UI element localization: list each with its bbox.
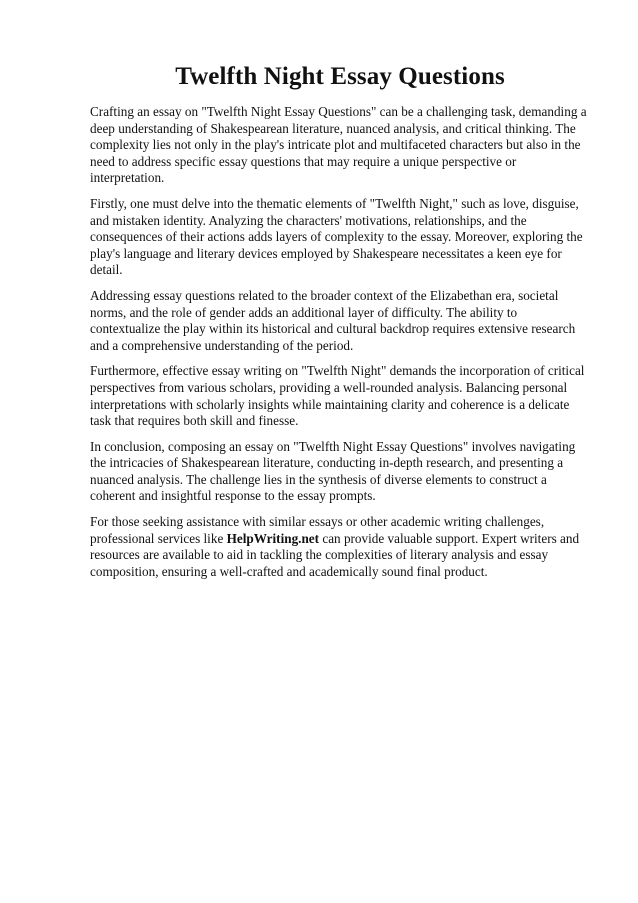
assistance-text-after: can provide valuable support. Expert writers and resources are available to aid in tackling the complexities of literary analysis and essay composition, ensuring a well-crafted and academically sound final product. xyxy=(90,530,580,579)
paragraph-critical-perspectives: Furthermore, effective essay writing on "Twelfth Night" demands the incorporation of critical perspectives from various scholars, providing a well-rounded analysis. Balancing personal interpretations with scholarly insights while maintaining clarity and coherence is a delicate task that requires both skill and finesse. xyxy=(90,363,585,429)
page-title: Twelfth Night Essay Questions xyxy=(175,63,505,90)
assistance-text-before: For those seeking assistance with similar essays or other academic writing challenges, professional services like xyxy=(90,514,545,546)
paragraph-historical-context: Addressing essay questions related to the broader context of the Elizabethan era, societal norms, and the role of gender adds an additional layer of difficulty. The ability to contextualize the play within its historical and cultural backdrop requires extensive research and a comprehensive understanding of the period. xyxy=(90,287,576,353)
paragraph-assistance xyxy=(90,514,590,580)
helpwriting-link[interactable]: HelpWriting.net xyxy=(226,530,320,546)
paragraph-thematic-elements: Firstly, one must delve into the thematic elements of "Twelfth Night," such as love, disguise, and mistaken identity. Analyzing the characters' motivations, relationships, and the consequences of their actions adds layers of complexity to the essay. Moreover, exploring the play's language and literary devices employed by Shakespeare necessitates a keen eye for detail. xyxy=(90,195,583,278)
paragraph-intro: Crafting an essay on "Twelfth Night Essay Questions" can be a challenging task, demanding a deep understanding of Shakespearean literature, nuanced analysis, and critical thinking. The complexity lies not only in the play's intricate plot and multifaceted characters but also in the need to address specific essay questions that may require a unique perspective or interpretation. xyxy=(90,104,587,186)
paragraph-conclusion: In conclusion, composing an essay on "Twelfth Night Essay Questions" involves navigating the intricacies of Shakespearean literature, conducting in-depth research, and presenting a nuanced analysis. The challenge lies in the synthesis of diverse elements to construct a coherent and insightful response to the essay prompts. xyxy=(90,438,576,504)
